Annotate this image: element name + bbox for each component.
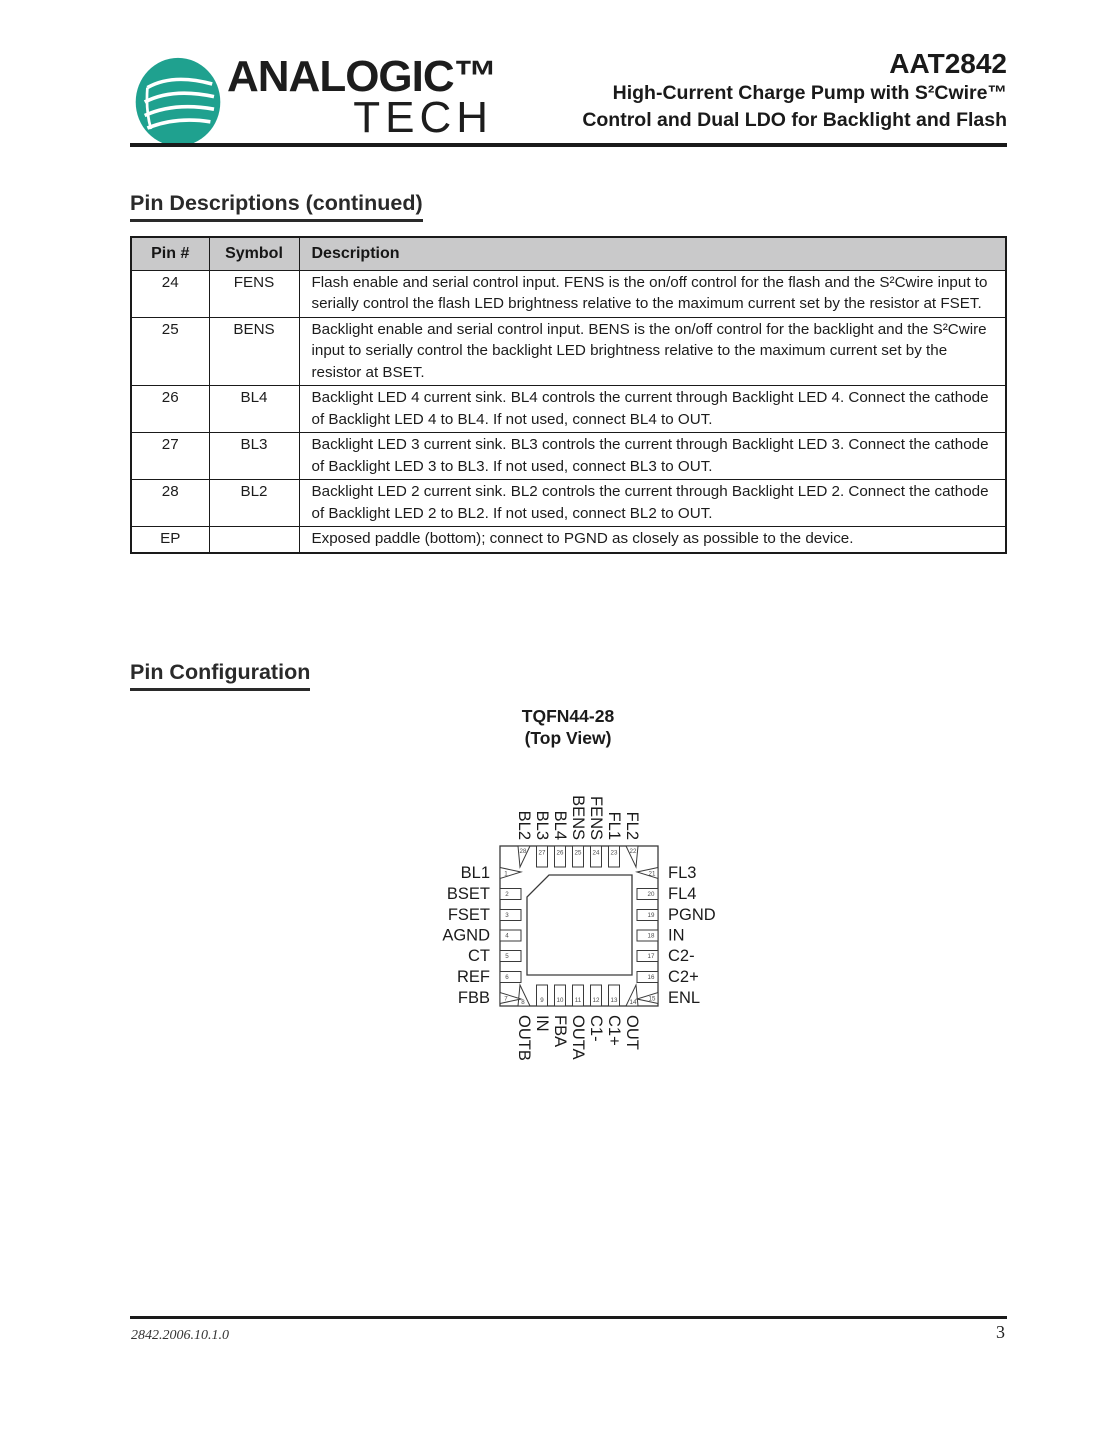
pin-label: OUTB (515, 1015, 533, 1061)
pin-label: BENS (569, 795, 587, 840)
pin-label: BSET (446, 885, 490, 903)
pin-label: BL2 (515, 810, 533, 840)
pin-label: FL3 (668, 864, 697, 882)
footer-divider (130, 1316, 1007, 1319)
subtitle-line1: High-Current Charge Pump with S²Cwire™ (612, 82, 1007, 104)
pin-number: 28 (519, 848, 527, 855)
die-outline (527, 875, 632, 975)
pin-label: REF (457, 968, 490, 986)
table-row (131, 480, 1006, 527)
symbol-cell: BL2 (209, 480, 299, 527)
pin-label: FL2 (623, 811, 641, 840)
pin-label: FSET (447, 906, 490, 924)
pin-number: 18 (647, 932, 655, 940)
logo-wordmark-line2: TECH (353, 93, 493, 142)
chip-outline (500, 846, 658, 1006)
pin-diagram (410, 778, 770, 1078)
pin-number: 14 (629, 999, 637, 1006)
pin-number: 23 (610, 849, 618, 857)
pin-cell: 28 (131, 480, 209, 527)
pin-pad (500, 993, 521, 1004)
pin-label: OUT (623, 1015, 641, 1050)
description-cell: Backlight LED 4 current sink. BL4 controls the current through Backlight LED 4. Connect the cathode of Backlight LED 4 to BL4. If not used, connect BL4 to OUT. (299, 386, 1006, 433)
column-header-description: Description (299, 237, 1006, 270)
document-title-block (582, 48, 1007, 134)
pin-number: 3 (505, 912, 509, 920)
description-cell: Exposed paddle (bottom); connect to PGND as closely as possible to the device. (299, 527, 1006, 553)
symbol-cell: BENS (209, 317, 299, 386)
section-title-pin-configuration: Pin Configuration (130, 660, 310, 691)
pin-number: 19 (647, 912, 655, 920)
package-view: (Top View) (524, 728, 612, 748)
pin-label: C2+ (668, 968, 699, 986)
logo-wordmark (227, 52, 497, 143)
column-header-pin: Pin # (131, 237, 209, 270)
pin-number: 16 (647, 974, 655, 982)
pin-number: 7 (504, 995, 508, 1003)
section-title-pin-descriptions: Pin Descriptions (continued) (130, 191, 423, 222)
symbol-cell: BL3 (209, 433, 299, 480)
description-cell: Backlight LED 2 current sink. BL2 controls the current through Backlight LED 2. Connect the cathode of Backlight LED 2 to BL2. If not used, connect BL2 to OUT. (299, 480, 1006, 527)
header-divider (130, 143, 1007, 147)
table-row (131, 433, 1006, 480)
subtitle-line2: Control and Dual LDO for Backlight and Flash (582, 109, 1007, 131)
pin-number: 1 (504, 870, 508, 878)
pin-label: FL4 (668, 885, 697, 903)
table-header-row (131, 237, 1006, 270)
pin-pad (500, 910, 521, 921)
pin-label: BL3 (533, 810, 551, 840)
pin-number: 27 (538, 849, 546, 857)
pin-number: 11 (574, 997, 582, 1004)
pin-label: FL1 (605, 811, 623, 840)
pin-label: CT (468, 947, 490, 965)
pin-label: C1+ (605, 1015, 623, 1046)
pin-pad (500, 951, 521, 962)
pin-label: PGND (668, 906, 716, 924)
pin-number: 24 (592, 849, 600, 857)
pin-number: 15 (648, 995, 656, 1003)
symbol-cell: BL4 (209, 386, 299, 433)
pin-cell: EP (131, 527, 209, 553)
pin-number: 9 (540, 997, 544, 1004)
description-cell: Flash enable and serial control input. FENS is the on/off control for the flash and the S²Cwire input to serially control the flash LED brightness relative to the maximum current set by the resistor at FSET. (299, 270, 1006, 317)
pin-number: 10 (556, 997, 564, 1004)
pin-label: C1- (587, 1015, 605, 1042)
pin-number: 22 (629, 848, 637, 855)
symbol-cell: FENS (209, 270, 299, 317)
pin-number: 8 (521, 999, 525, 1006)
package-name: TQFN44-28 (521, 706, 615, 726)
pin-cell: 24 (131, 270, 209, 317)
pin-number: 12 (592, 997, 600, 1004)
pin-number: 21 (648, 870, 656, 878)
table-row (131, 270, 1006, 317)
symbol-cell (209, 527, 299, 553)
pin-label: FBA (551, 1015, 569, 1048)
pin-cell: 26 (131, 386, 209, 433)
pin-cell: 25 (131, 317, 209, 386)
part-number: AAT2842 (889, 48, 1007, 79)
table-row (131, 317, 1006, 386)
description-cell: Backlight enable and serial control input. BENS is the on/off control for the backlight and the S²Cwire input to serially control the backlight LED brightness relative to the maximum current set by the resistor at BSET. (299, 317, 1006, 386)
pin-label: ENL (668, 989, 701, 1007)
description-cell: Backlight LED 3 current sink. BL3 controls the current through Backlight LED 3. Connect the cathode of Backlight LED 3 to BL3. If not used, connect BL3 to OUT. (299, 433, 1006, 480)
pin-number: 13 (610, 997, 618, 1004)
pin-pad (500, 930, 521, 941)
pin-label: IN (533, 1015, 551, 1032)
pin-pad (500, 868, 521, 879)
pin-label: BL4 (551, 810, 569, 840)
pin-number: 20 (647, 891, 655, 899)
pin-label: AGND (442, 926, 490, 945)
pin-label: IN (668, 926, 685, 945)
pin-number: 5 (505, 953, 509, 961)
pin-pad (500, 889, 521, 900)
document-number: 2842.2006.10.1.0 (131, 1328, 229, 1343)
pin-number: 2 (505, 891, 509, 899)
pin-label: OUTA (569, 1015, 587, 1060)
pin-number: 4 (505, 932, 509, 940)
pin-number: 26 (556, 849, 564, 857)
pin-label: BL1 (460, 864, 490, 882)
pin-descriptions-table (130, 236, 1007, 554)
pin-label: FENS (587, 795, 605, 840)
pin-number: 25 (574, 849, 582, 857)
analogictech-leaf-logo-icon (133, 56, 223, 148)
table-row (131, 527, 1006, 553)
pin-pad (500, 972, 521, 983)
package-title (448, 705, 688, 749)
table-row (131, 386, 1006, 433)
pin-number: 17 (647, 953, 655, 961)
pin-label: C2- (668, 947, 695, 965)
column-header-symbol: Symbol (209, 237, 299, 270)
pin-label: FBB (457, 989, 490, 1007)
page-number: 3 (996, 1322, 1005, 1342)
pin-number: 6 (505, 974, 509, 982)
logo-wordmark-line1: ANALOGIC™ (227, 52, 497, 101)
pin-cell: 27 (131, 433, 209, 480)
